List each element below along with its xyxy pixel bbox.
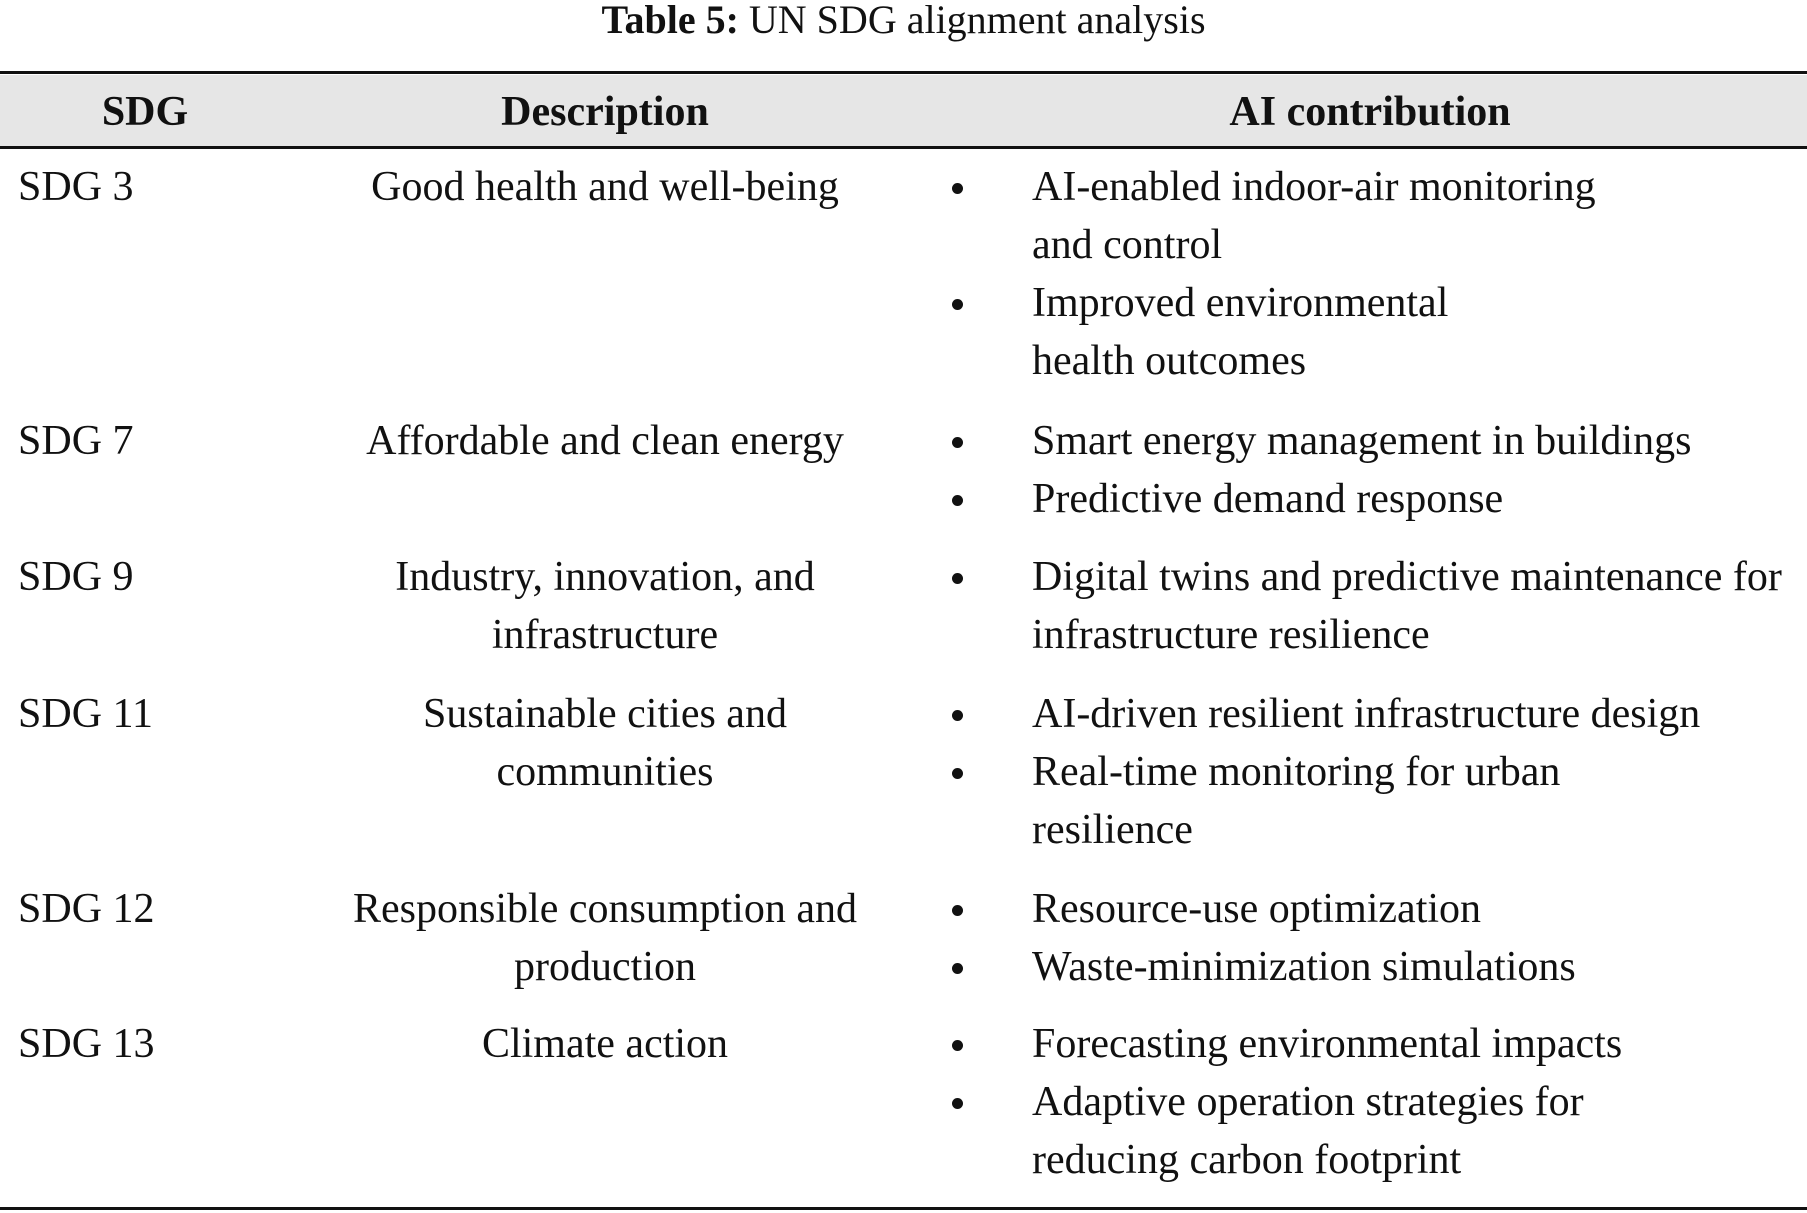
ai-contribution-text: Resource-use optimization [1032, 886, 1482, 932]
bullet-icon [952, 1040, 963, 1051]
table-top-rule [0, 71, 1807, 74]
description-cell: Climate action [481, 1021, 729, 1067]
table-caption [0, 0, 1807, 40]
sdg-cell: SDG 13 [18, 1021, 155, 1067]
table-header-rule [0, 146, 1807, 149]
ai-contribution-item [940, 158, 1652, 274]
ai-contribution-item [940, 412, 1807, 470]
bullet-icon [952, 905, 963, 916]
description-cell: Affordable and clean energy [366, 418, 844, 464]
description-cell: Responsible consumption and production [353, 886, 857, 990]
bullet-icon [952, 495, 963, 506]
bullet-icon [952, 299, 963, 310]
bullet-icon [952, 437, 963, 448]
ai-contribution-text: Adaptive operation strategies for reducing carbon footprint [1032, 1079, 1584, 1183]
bullet-icon [952, 710, 963, 721]
sdg-cell: SDG 9 [18, 554, 134, 600]
ai-contribution-text: Predictive demand response [1032, 476, 1504, 522]
ai-contribution-list [940, 412, 1800, 528]
column-header-sdg: SDG [101, 89, 189, 135]
sdg-cell: SDG 11 [18, 691, 153, 737]
table-bottom-rule [0, 1207, 1807, 1210]
ai-contribution-list [940, 158, 1800, 390]
bullet-icon [952, 768, 963, 779]
ai-contribution-text: AI-driven resilient infrastructure design [1032, 691, 1701, 737]
ai-contribution-list [940, 1015, 1800, 1189]
sdg-cell: SDG 12 [18, 886, 155, 932]
ai-contribution-item [940, 1015, 1807, 1073]
ai-contribution-list [940, 880, 1800, 996]
table-caption-title: UN SDG alignment analysis [748, 0, 1206, 42]
ai-contribution-text: Waste-minimization simulations [1032, 944, 1576, 990]
description-cell: Good health and well-being [371, 164, 839, 210]
ai-contribution-item [940, 938, 1807, 996]
ai-contribution-list [940, 685, 1800, 859]
ai-contribution-item [940, 274, 1532, 390]
table-caption-label: Table 5: [601, 0, 739, 42]
sdg-cell: SDG 7 [18, 418, 134, 464]
bullet-icon [952, 183, 963, 194]
column-header-ai-contribution: AI contribution [1229, 89, 1511, 135]
ai-contribution-text: AI-enabled indoor-air monitoring and control [1032, 164, 1596, 268]
column-header-description: Description [501, 89, 709, 135]
sdg-cell: SDG 3 [18, 164, 134, 210]
description-cell: Sustainable cities and communities [423, 691, 787, 795]
ai-contribution-text: Forecasting environmental impacts [1032, 1021, 1623, 1067]
ai-contribution-text: Improved environmental health outcomes [1032, 280, 1449, 384]
ai-contribution-text: Digital twins and predictive maintenance for infrastructure resilience [1032, 554, 1782, 658]
bullet-icon [952, 1098, 963, 1109]
bullet-icon [952, 963, 963, 974]
ai-contribution-list [940, 548, 1800, 664]
ai-contribution-item [940, 743, 1572, 859]
ai-contribution-item [940, 685, 1807, 743]
description-cell: Industry, innovation, and infrastructure [395, 554, 815, 658]
ai-contribution-item [940, 470, 1807, 528]
ai-contribution-item [940, 548, 1792, 664]
ai-contribution-item [940, 880, 1807, 938]
ai-contribution-text: Real-time monitoring for urban resilience [1032, 749, 1561, 853]
ai-contribution-text: Smart energy management in buildings [1032, 418, 1692, 464]
bullet-icon [952, 573, 963, 584]
ai-contribution-item [940, 1073, 1672, 1189]
